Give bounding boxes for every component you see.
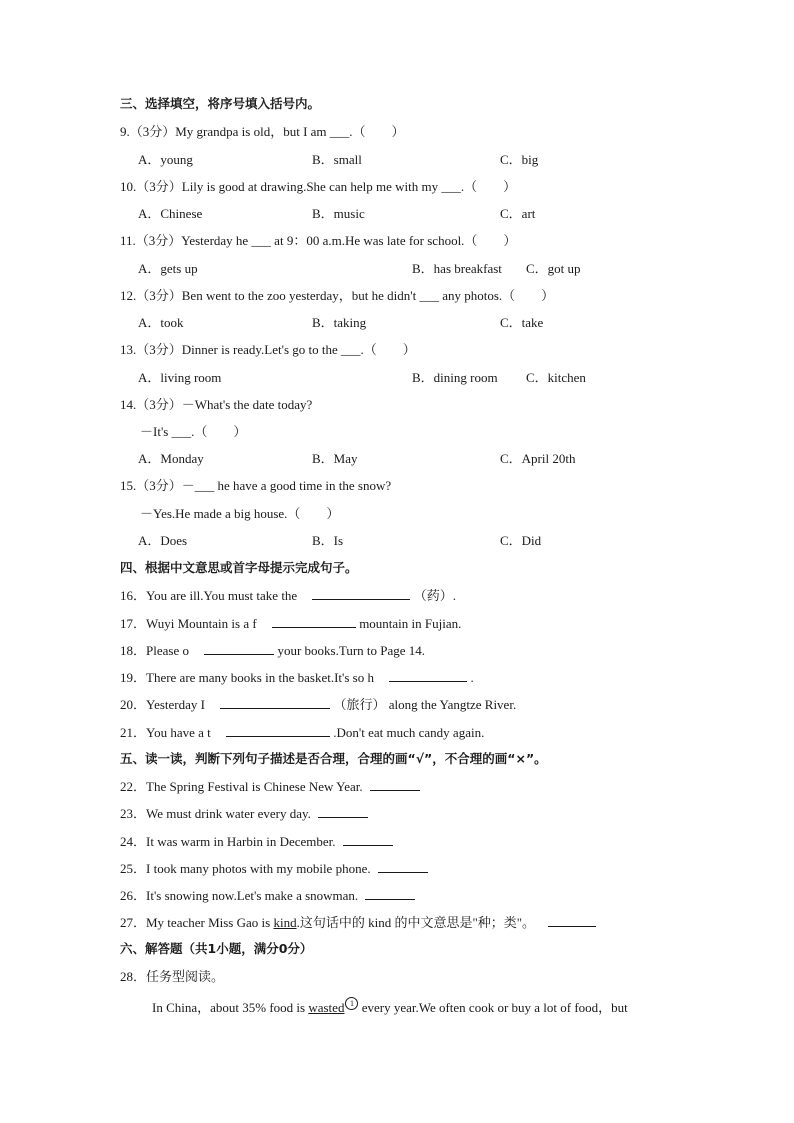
question-18-suffix: your books.Turn to Page 14. <box>277 643 426 658</box>
question-14-stem-reply: －It's ___.（ ） <box>140 424 247 439</box>
question-10-option-a: A．Chinese <box>138 206 203 221</box>
question-20 <box>120 696 516 713</box>
question-10-option-b: B．music <box>312 206 365 221</box>
question-11-option-a: A．gets up <box>138 261 198 276</box>
question-23 <box>120 805 368 822</box>
footnote-circle-marker: 1 <box>345 997 358 1010</box>
section-6-title: 六、解答题（共1小题，满分0分） <box>120 941 313 956</box>
question-15-option-c: C．Did <box>500 533 542 548</box>
question-9-option-a: A．young <box>138 152 193 167</box>
question-14-option-b: B．May <box>312 451 358 466</box>
question-21-text: 21．You have a t <box>120 725 211 740</box>
question-20-text: 20．Yesterday I <box>120 697 205 712</box>
question-26-blank[interactable] <box>365 887 415 900</box>
question-15-option-b: B．Is <box>312 533 344 548</box>
question-9-option-b: B．small <box>312 152 362 167</box>
question-14-option-a: A．Monday <box>138 451 204 466</box>
question-13-option-a: A．living room <box>138 370 222 385</box>
passage-underlined-word: wasted <box>308 1000 345 1015</box>
question-25 <box>120 860 428 877</box>
passage-text: In China，about 35% food is <box>152 1000 309 1015</box>
question-17 <box>120 615 461 632</box>
question-15-stem: 15.（3分）－___ he have a good time in the snow? <box>120 478 392 493</box>
section-3-title: 三、选择填空，将序号填入括号内。 <box>120 96 321 111</box>
question-12-option-a: A．took <box>138 315 184 330</box>
question-11-stem: 11.（3分）Yesterday he ___ at 9：00 a.m.He was late for school.（ ） <box>120 233 517 248</box>
question-16-suffix: （药）. <box>413 588 456 603</box>
section-4-title: 四、根据中文意思或首字母提示完成句子。 <box>120 560 358 575</box>
passage-text-tail: every year.We often cook or buy a lot of food，but <box>358 1000 628 1015</box>
question-16-blank[interactable] <box>312 587 410 600</box>
question-15-option-a: A．Does <box>138 533 188 548</box>
question-27-underlined-word: kind <box>273 915 297 930</box>
question-24 <box>120 833 393 850</box>
question-9-option-c: C．big <box>500 152 539 167</box>
question-27-blank[interactable] <box>548 914 596 927</box>
question-23-blank[interactable] <box>318 805 368 818</box>
question-27-text: 27．My teacher Miss Gao is <box>120 915 274 930</box>
question-14-stem: 14.（3分）－What's the date today? <box>120 397 313 412</box>
question-17-text: 17．Wuyi Mountain is a f <box>120 616 257 631</box>
question-18 <box>120 642 425 659</box>
question-25-blank[interactable] <box>378 860 428 873</box>
question-17-suffix: mountain in Fujian. <box>359 616 462 631</box>
question-22-blank[interactable] <box>370 778 420 791</box>
question-17-blank[interactable] <box>272 615 356 628</box>
question-18-blank[interactable] <box>204 642 274 655</box>
question-19-suffix: . <box>470 670 474 685</box>
question-21-blank[interactable] <box>226 724 330 737</box>
question-27 <box>120 914 596 931</box>
question-13-option-b: B．dining room <box>412 370 498 385</box>
question-21-suffix: .Don't eat much candy again. <box>333 725 485 740</box>
question-19 <box>120 669 474 686</box>
question-10-option-c: C．art <box>500 206 536 221</box>
question-20-blank[interactable] <box>220 696 330 709</box>
question-12-option-b: B．taking <box>312 315 367 330</box>
question-27-text-tail: .这句话中的 kind 的中文意思是"种；类"。 <box>296 915 536 930</box>
question-10-stem: 10.（3分）Lily is good at drawing.She can help me with my ___.（ ） <box>120 179 517 194</box>
question-14-option-c: C．April 20th <box>500 451 576 466</box>
question-25-text: 25．I took many photos with my mobile phone. <box>120 861 371 876</box>
question-28-title: 28．任务型阅读。 <box>120 969 225 984</box>
question-19-text: 19．There are many books in the basket.It's so h <box>120 670 374 685</box>
question-22 <box>120 778 420 795</box>
question-9-stem: 9.（3分）My grandpa is old，but I am ___.（ ） <box>120 124 405 139</box>
question-24-blank[interactable] <box>343 833 393 846</box>
question-24-text: 24．It was warm in Harbin in December. <box>120 834 336 849</box>
section-5-title: 五、读一读，判断下列句子描述是否合理，合理的画“√”，不合理的画“×”。 <box>120 751 547 766</box>
question-21 <box>120 724 484 741</box>
question-12-option-c: C．take <box>500 315 544 330</box>
question-13-stem: 13.（3分）Dinner is ready.Let's go to the ___.（ ） <box>120 342 416 357</box>
question-26 <box>120 887 415 904</box>
question-18-text: 18．Please o <box>120 643 189 658</box>
question-20-suffix: （旅行） along the Yangtze River. <box>333 697 517 712</box>
reading-passage-line <box>152 997 628 1016</box>
question-16-text: 16．You are ill.You must take the <box>120 588 298 603</box>
question-19-blank[interactable] <box>389 669 467 682</box>
question-12-stem: 12.（3分）Ben went to the zoo yesterday，but he didn't ___ any photos.（ ） <box>120 288 555 303</box>
question-11-option-b: B．has breakfast <box>412 261 502 276</box>
question-15-stem-reply: －Yes.He made a big house.（ ） <box>140 506 340 521</box>
question-26-text: 26．It's snowing now.Let's make a snowman. <box>120 888 359 903</box>
question-22-text: 22．The Spring Festival is Chinese New Year. <box>120 779 363 794</box>
question-23-text: 23．We must drink water every day. <box>120 806 311 821</box>
question-13-option-c: C．kitchen <box>526 370 586 385</box>
question-16 <box>120 587 456 604</box>
question-11-option-c: C．got up <box>526 261 581 276</box>
